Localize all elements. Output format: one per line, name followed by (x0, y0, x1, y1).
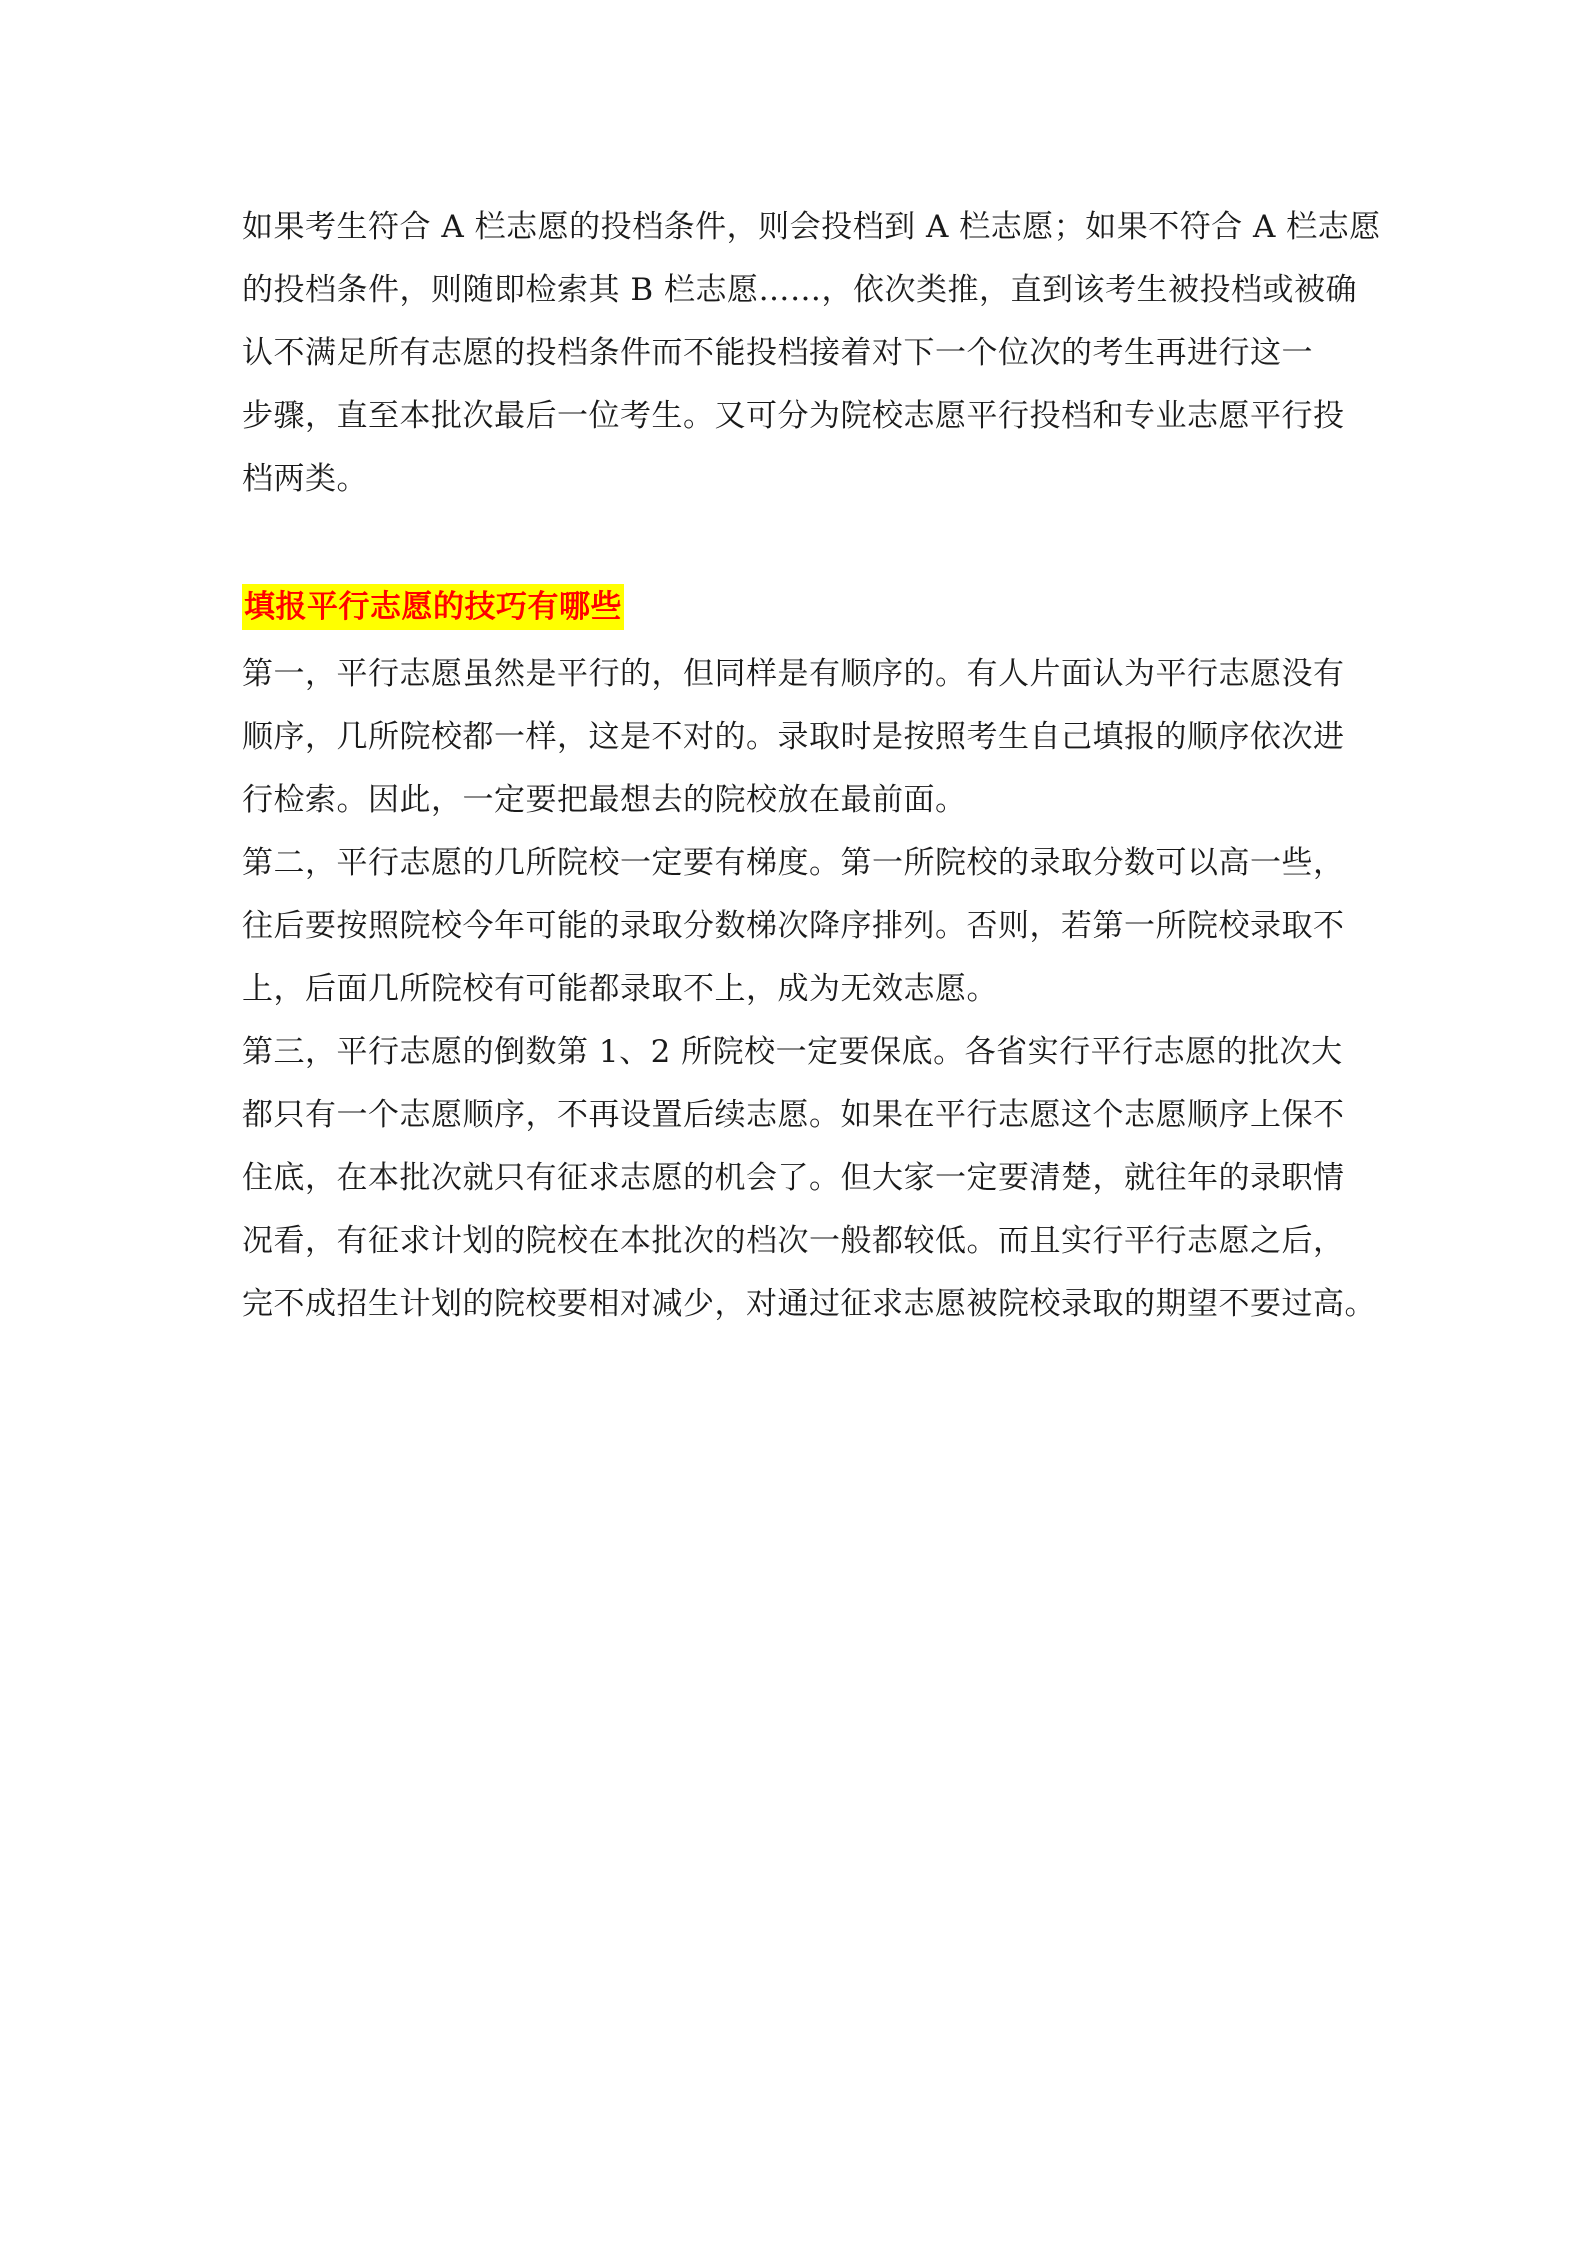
text-line: 往后要按照院校今年可能的录取分数梯次降序排列。否则，若第一所院校录取不 (242, 908, 1345, 944)
text-line: 的投档条件，则随即检索其 B 栏志愿……，依次类推，直到该考生被投档或被确 (242, 272, 1357, 308)
text-line: 步骤，直至本批次最后一位考生。又可分为院校志愿平行投档和专业志愿平行投 (242, 398, 1345, 434)
text-line: 住底，在本批次就只有征求志愿的机会了。但大家一定要清楚，就往年的录职情 (242, 1160, 1345, 1196)
text-line: 第二，平行志愿的几所院校一定要有梯度。第一所院校的录取分数可以高一些， (242, 845, 1345, 881)
paragraph-spacer (242, 511, 1372, 580)
text-line: 行检索。因此，一定要把最想去的院校放在最前面。 (242, 782, 967, 818)
text-line: 第一，平行志愿虽然是平行的，但同样是有顺序的。有人片面认为平行志愿没有 (242, 656, 1345, 692)
text-line: 都只有一个志愿顺序，不再设置后续志愿。如果在平行志愿这个志愿顺序上保不 (242, 1097, 1345, 1133)
page-content (242, 196, 1381, 1336)
section-heading: 填报平行志愿的技巧有哪些 (242, 584, 624, 630)
text-line: 如果考生符合 A 栏志愿的投档条件，则会投档到 A 栏志愿；如果不符合 A 栏志愿 (242, 209, 1381, 245)
text-line: 档两类。 (242, 461, 368, 497)
text-line: 完不成招生计划的院校要相对减少，对通过征求志愿被院校录取的期望不要过高。 (242, 1286, 1376, 1322)
intro-paragraph (242, 196, 1381, 511)
text-line: 顺序，几所院校都一样，这是不对的。录取时是按照考生自己填报的顺序依次进 (242, 719, 1345, 755)
section-body (242, 643, 1376, 1336)
text-line: 第三，平行志愿的倒数第 1、2 所院校一定要保底。各省实行平行志愿的批次大 (242, 1034, 1343, 1070)
text-line: 况看，有征求计划的院校在本批次的档次一般都较低。而且实行平行志愿之后， (242, 1223, 1345, 1259)
text-line: 上，后面几所院校有可能都录取不上，成为无效志愿。 (242, 971, 998, 1007)
section-heading-row (242, 580, 1372, 643)
text-line: 认不满足所有志愿的投档条件而不能投档接着对下一个位次的考生再进行这一 (242, 335, 1313, 371)
